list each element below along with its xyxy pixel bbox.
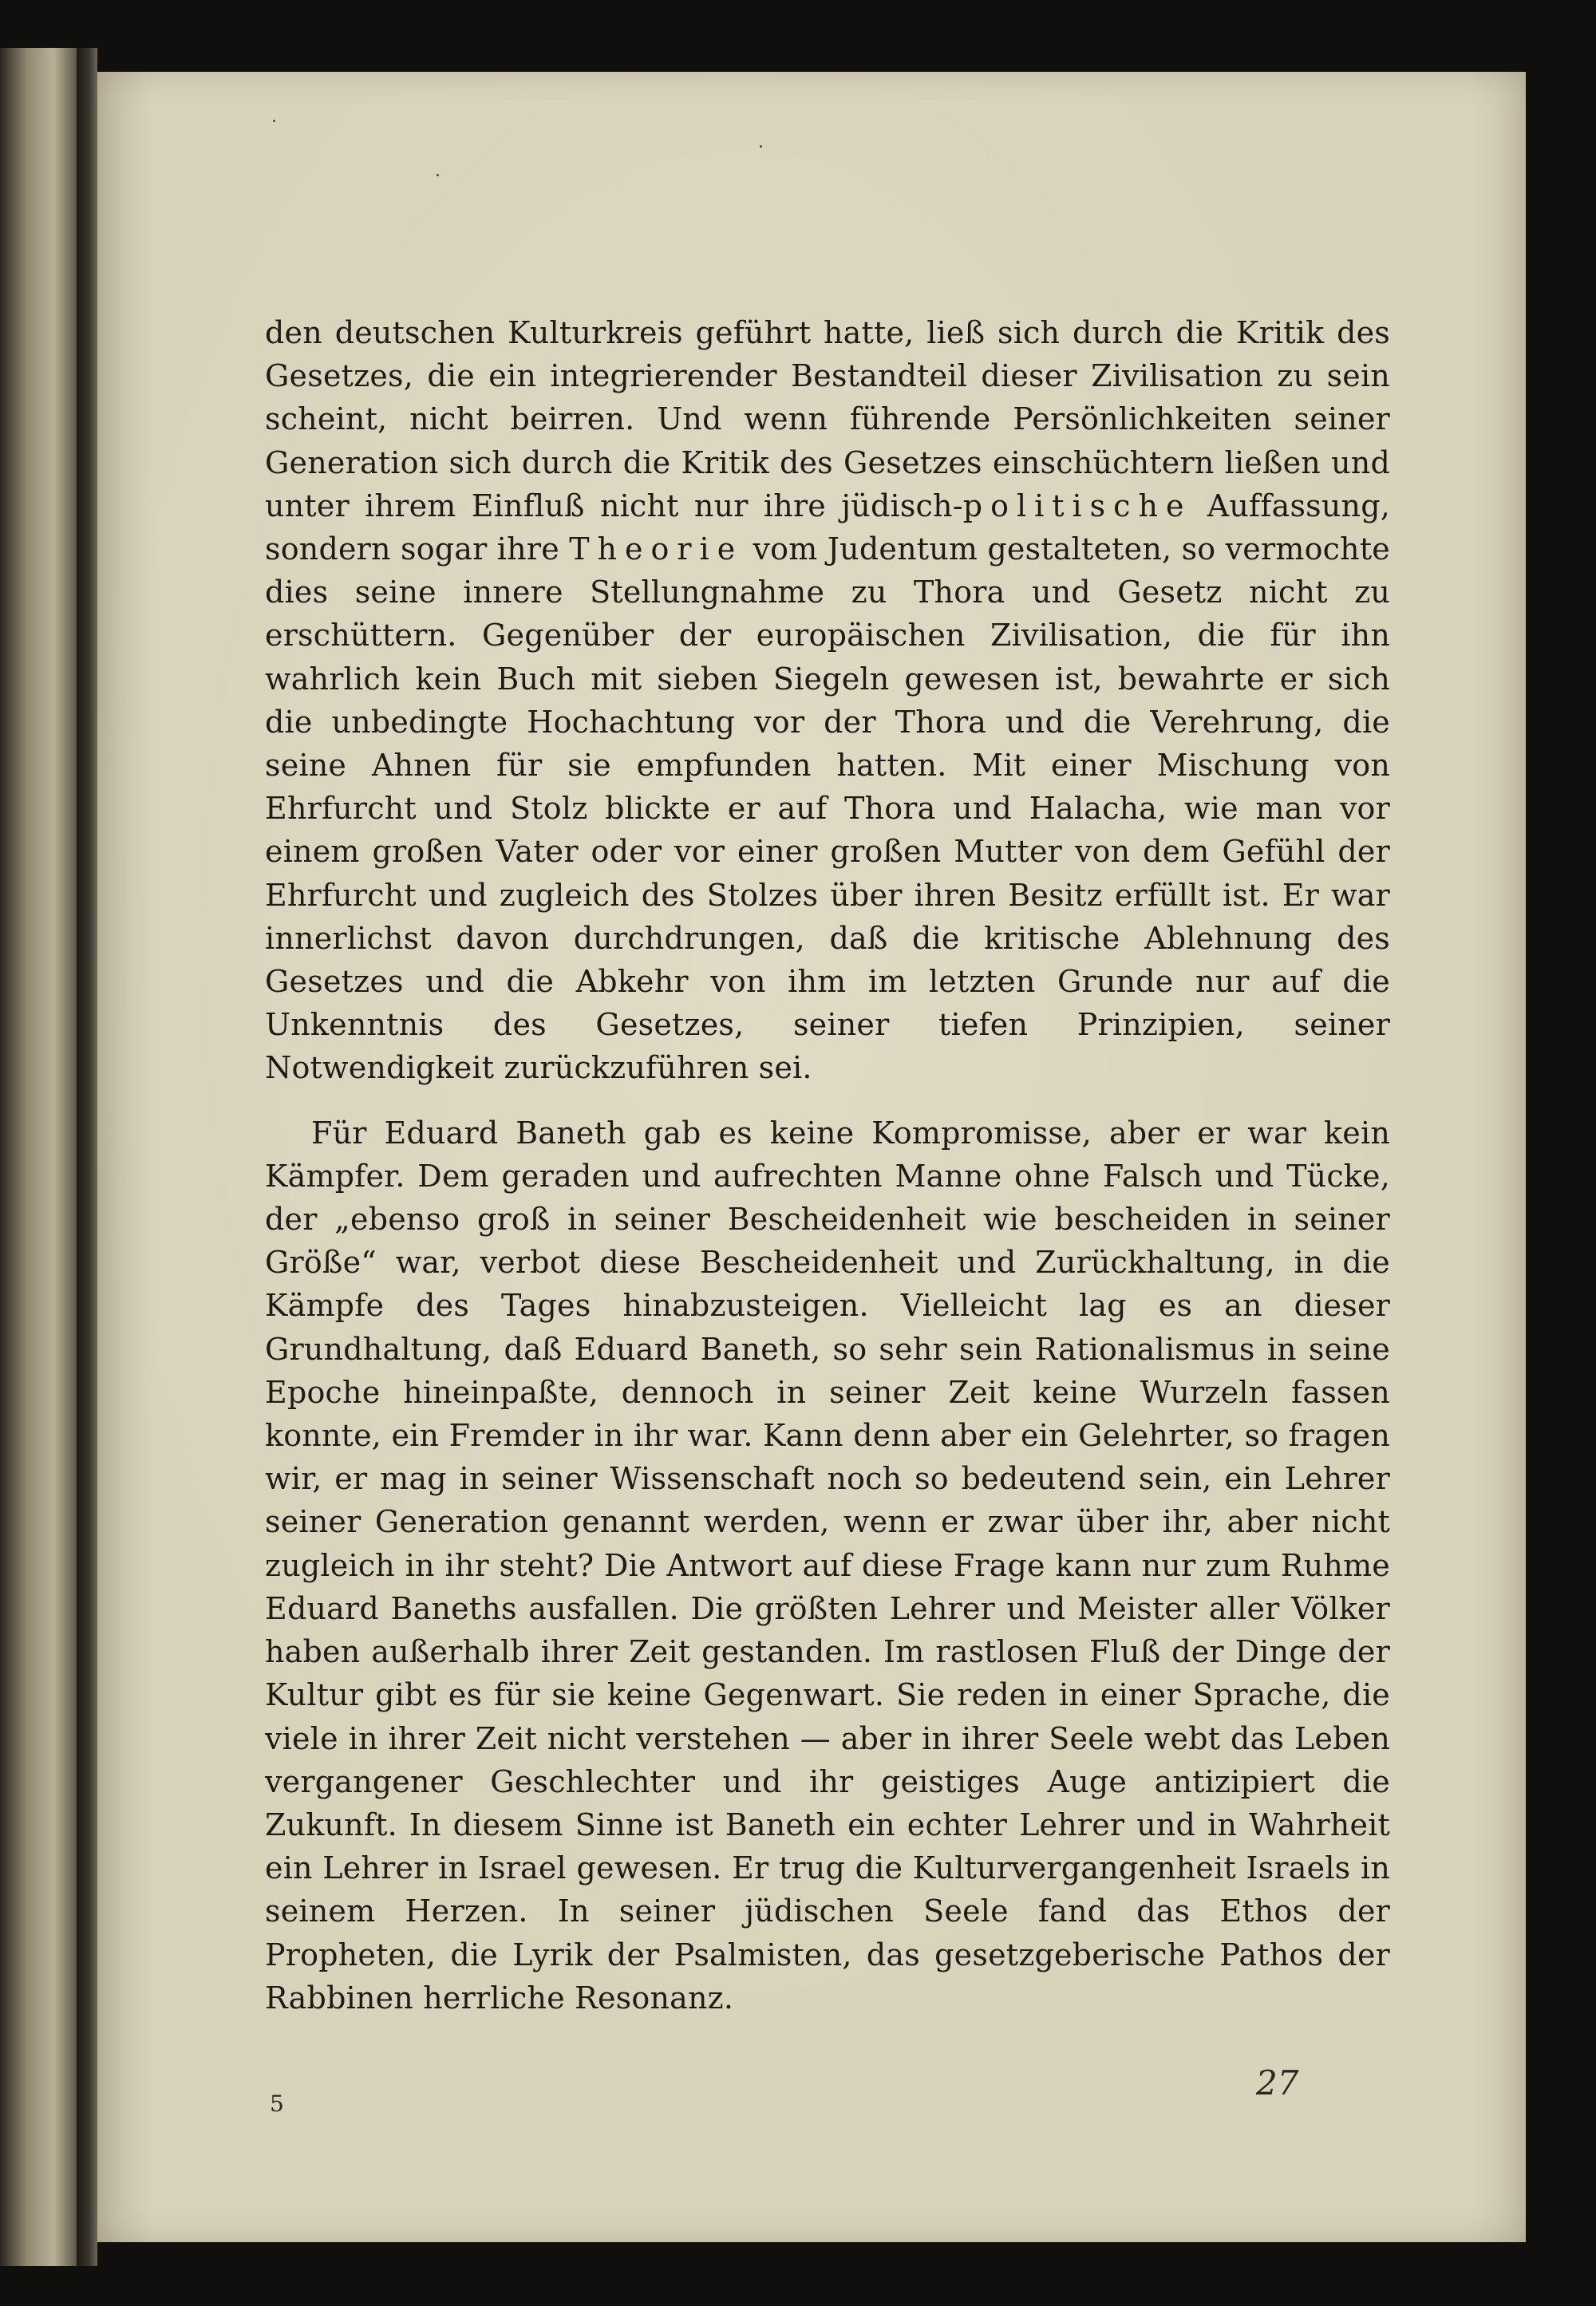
paper-speck — [437, 174, 439, 176]
page-number: 27 — [1256, 2063, 1299, 2103]
book-page — [97, 72, 1526, 2242]
paragraph-2: Für Eduard Baneth gab es keine Kompromisse, aber er war kein Kämpfer. Dem geraden und aufrechten Manne ohne Falsch und Tücke, der „ebenso groß in seiner Bescheidenheit wie bescheiden in seiner Größe“ war, verbot diese Bescheidenheit und Zurückhaltung, in die Kämpfe des Tages hinabzusteigen. Vielleicht lag es an dieser Grundhaltung, daß Eduard Baneth, so sehr sein Rationalismus in seine Epoche hineinpaßte, dennoch in seiner Zeit keine Wurzeln fassen konnte, ein Fremder in ihr war. Kann denn aber ein Gelehrter, so fragen wir, er mag in seiner Wissenschaft noch so bedeutend sein, ein Lehrer seiner Generation genannt werden, wenn er zwar über ihr, aber nicht zugleich in ihr steht? Die Antwort auf diese Frage kann nur zum Ruhme Eduard Baneths ausfallen. Die größten Lehrer und Meister aller Völker haben außerhalb ihrer Zeit gestanden. Im rastlosen Fluß der Dinge der Kultur gibt es für sie keine Gegenwart. Sie reden in einer Sprache, die viele in ihrer Zeit nicht verstehen — aber in ihrer Seele webt das Leben vergangener Geschlechter und ihr geistiges Auge antizipiert die Zukunft. In diesem Sinne ist Baneth ein echter Lehrer und in Wahrheit ein Lehrer in Israel gewesen. Er trug die Kulturvergangenheit Israels in seinem Herzen. In seiner jüdischen Seele fand das Ethos der Propheten, die Lyrik der Psalmisten, das gesetzgeberische Pathos der Rabbinen herrliche Resonanz. — [265, 1115, 1390, 2016]
book-gutter — [77, 48, 97, 2266]
paragraph-1-part-1: den deutschen Kulturkreis geführt hatte, ließ sich durch die Kritik des Gesetzes, die ein integrierender Bestandteil dieser Zivilisation zu sein scheint, nicht beirren. Und wenn führende Persönlichkeiten seiner Generation sich durch die Kritik des Gesetzes einschüchtern ließen und unter ihrem Einfluß nicht nur ihre jüdisch- — [265, 315, 1390, 523]
paragraph-1-part-3: vom Judentum gestalteten, so vermochte dies seine innere Stellungnahme zu Thora und Gesetz nicht zu erschüttern. Gegenüber der europäischen Zivilisation, die für ihn wahrlich kein Buch mit sieben Siegeln gewesen ist, bewahrte er sich die unbedingte Hochachtung vor der Thora und die Verehrung, die seine Ahnen für sie empfunden hatten. Mit einer Mischung von Ehrfurcht und Stolz blickte er auf Thora und Halacha, wie man vor einem großen Vater oder vor einer großen Mutter von dem Gefühl der Ehrfurcht und zugleich des Stolzes über ihren Besitz erfüllt ist. Er war innerlichst davon durchdrungen, daß die kritische Ablehnung des Gesetzes und die Abkehr von ihm im letzten Grunde nur auf die Unkenntnis des Gesetzes, seiner tiefen Prinzipien, seiner Notwendigkeit zurückzuführen sei. — [265, 531, 1390, 1086]
emphasis-theorie: Theorie — [569, 531, 744, 567]
paper-speck — [273, 120, 275, 122]
left-page-edge — [0, 48, 77, 2266]
body-text — [265, 311, 1390, 2020]
paper-speck — [760, 145, 762, 148]
paragraph-1 — [265, 311, 1390, 1090]
paragraph-1-part-2: Auffassung, sondern sogar ihre — [265, 488, 1390, 567]
signature-mark: 5 — [270, 2091, 284, 2117]
emphasis-politische: politische — [962, 488, 1192, 523]
